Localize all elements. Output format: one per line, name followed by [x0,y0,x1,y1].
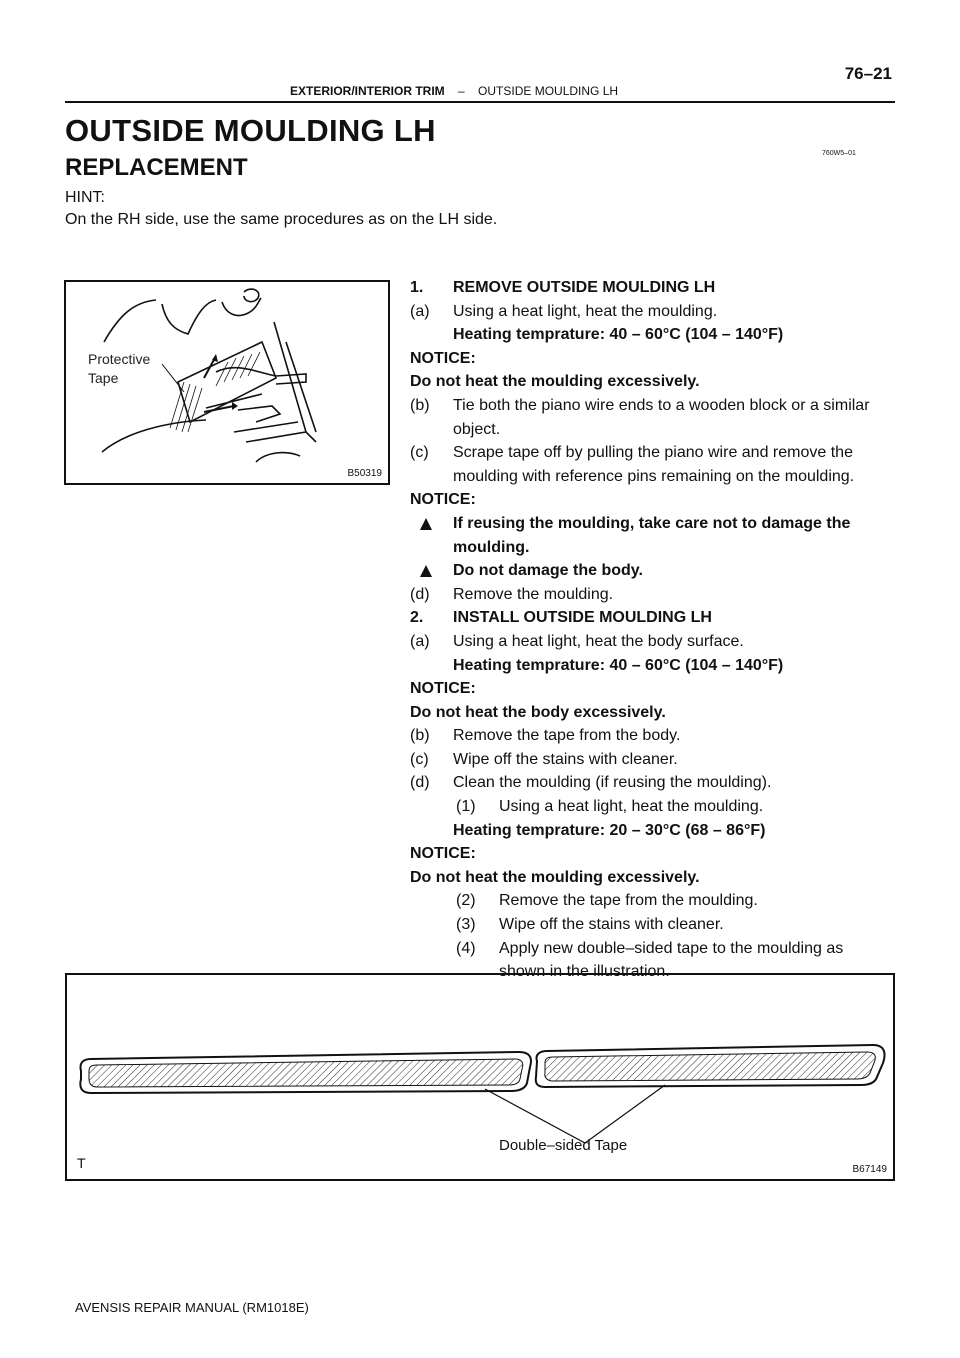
step-text: Do not heat the moulding excessively. [410,373,700,391]
procedure-steps [410,276,896,984]
step-label: (3) [456,916,476,934]
step-text: NOTICE: [410,680,476,698]
step-text: Scrape tape off by pulling the piano wire and remove the [453,444,853,462]
step-text: Do not heat the moulding excessively. [410,868,700,886]
step-line [410,276,896,300]
step-text: Apply new double–sided tape to the moulding as [499,939,844,957]
step-line [410,606,896,630]
moulding-tape-illustration [65,973,895,1181]
moulding-drawing [67,975,893,1179]
corner-mark: T [77,1155,86,1171]
header-section: EXTERIOR/INTERIOR TRIM [290,84,445,98]
step-text: moulding. [453,538,530,556]
step-text: object. [453,420,501,438]
page-number: 76–21 [844,64,892,83]
step-text: Heating temprature: 20 – 30°C (68 – 86°F) [453,821,766,839]
step-label: (a) [410,632,430,650]
step-text: Tie both the piano wire ends to a wooden block or a similar [453,396,870,414]
header-subsection: OUTSIDE MOULDING LH [478,84,619,98]
step-line [410,488,896,512]
step-text: Using a heat light, heat the body surface. [453,632,744,650]
step-text: Do not damage the body. [453,562,643,580]
figure-code: B67149 [852,1164,887,1175]
step-label: (c) [410,750,429,768]
step-line [410,937,896,961]
step-line [410,771,896,795]
triangle-bullet-icon [420,565,432,577]
figure-code: B50319 [347,468,382,479]
step-line [410,418,896,442]
step-line [410,795,896,819]
callout-line-1: Protective [88,351,151,367]
step-line [410,748,896,772]
step-line [410,583,896,607]
step-line [410,677,896,701]
triangle-bullet-icon [420,518,432,530]
step-line [410,913,896,937]
hint-label: HINT: [65,189,105,206]
step-line [410,300,896,324]
document-id: 760W5–01 [822,150,856,157]
section-subtitle: REPLACEMENT [65,154,248,181]
step-line [410,536,896,560]
steps-list [410,276,896,984]
step-line [410,394,896,418]
step-line [410,701,896,725]
step-text: Clean the moulding (if reusing the moulding). [453,774,772,792]
step-text: moulding with reference pins remaining on the moulding. [453,467,855,485]
step-line [410,889,896,913]
step-label: (b) [410,727,430,745]
footer: AVENSIS REPAIR MANUAL (RM1018E) [75,1300,309,1315]
step-text: Wipe off the stains with cleaner. [453,750,678,768]
step-text: NOTICE: [410,845,476,863]
step-label: (b) [410,396,430,414]
header-separator: – [458,84,465,98]
step-label: (1) [456,798,476,816]
step-line [410,724,896,748]
step-label: (2) [456,892,476,910]
step-label: (4) [456,939,476,957]
step-line [410,630,896,654]
step-line [410,512,896,536]
step-text: REMOVE OUTSIDE MOULDING LH [453,279,716,296]
step-text: NOTICE: [410,349,476,367]
step-line [410,441,896,465]
callout-line-2: Tape [88,370,119,386]
step-line [410,347,896,371]
step-line [410,465,896,489]
page-title: OUTSIDE MOULDING LH [65,113,436,148]
hint-text: On the RH side, use the same procedures as on the LH side. [65,211,498,228]
step-label: (d) [410,774,430,792]
step-line [410,370,896,394]
step-text: NOTICE: [410,491,476,509]
step-text: Heating temprature: 40 – 60°C (104 – 140°F) [453,326,784,344]
step-text: shown in the illustration. [499,963,670,981]
running-header [290,84,618,98]
step-text: Wipe off the stains with cleaner. [499,916,724,934]
step-text: Using a heat light, heat the moulding. [499,798,764,816]
step-line [410,654,896,678]
step-label: 1. [410,279,424,296]
step-label: (d) [410,585,430,603]
hint-block [65,187,497,231]
step-text: Using a heat light, heat the moulding. [453,302,718,320]
step-line [410,559,896,583]
step-line [410,842,896,866]
double-sided-tape-callout: Double–sided Tape [499,1137,628,1154]
step-label: (a) [410,302,430,320]
step-text: Remove the moulding. [453,585,614,603]
protective-tape-callout [88,350,150,388]
step-text: Remove the tape from the moulding. [499,892,758,910]
step-line [410,323,896,347]
step-line [410,866,896,890]
removal-illustration [64,280,390,485]
step-text: INSTALL OUTSIDE MOULDING LH [453,609,712,627]
step-text: Heating temprature: 40 – 60°C (104 – 140°F) [453,656,784,674]
header-rule [65,101,895,103]
step-text: If reusing the moulding, take care not to damage the [453,514,851,532]
step-label: 2. [410,609,424,627]
step-text: Do not heat the body excessively. [410,703,666,721]
step-label: (c) [410,444,429,462]
step-line [410,819,896,843]
step-text: Remove the tape from the body. [453,727,681,745]
